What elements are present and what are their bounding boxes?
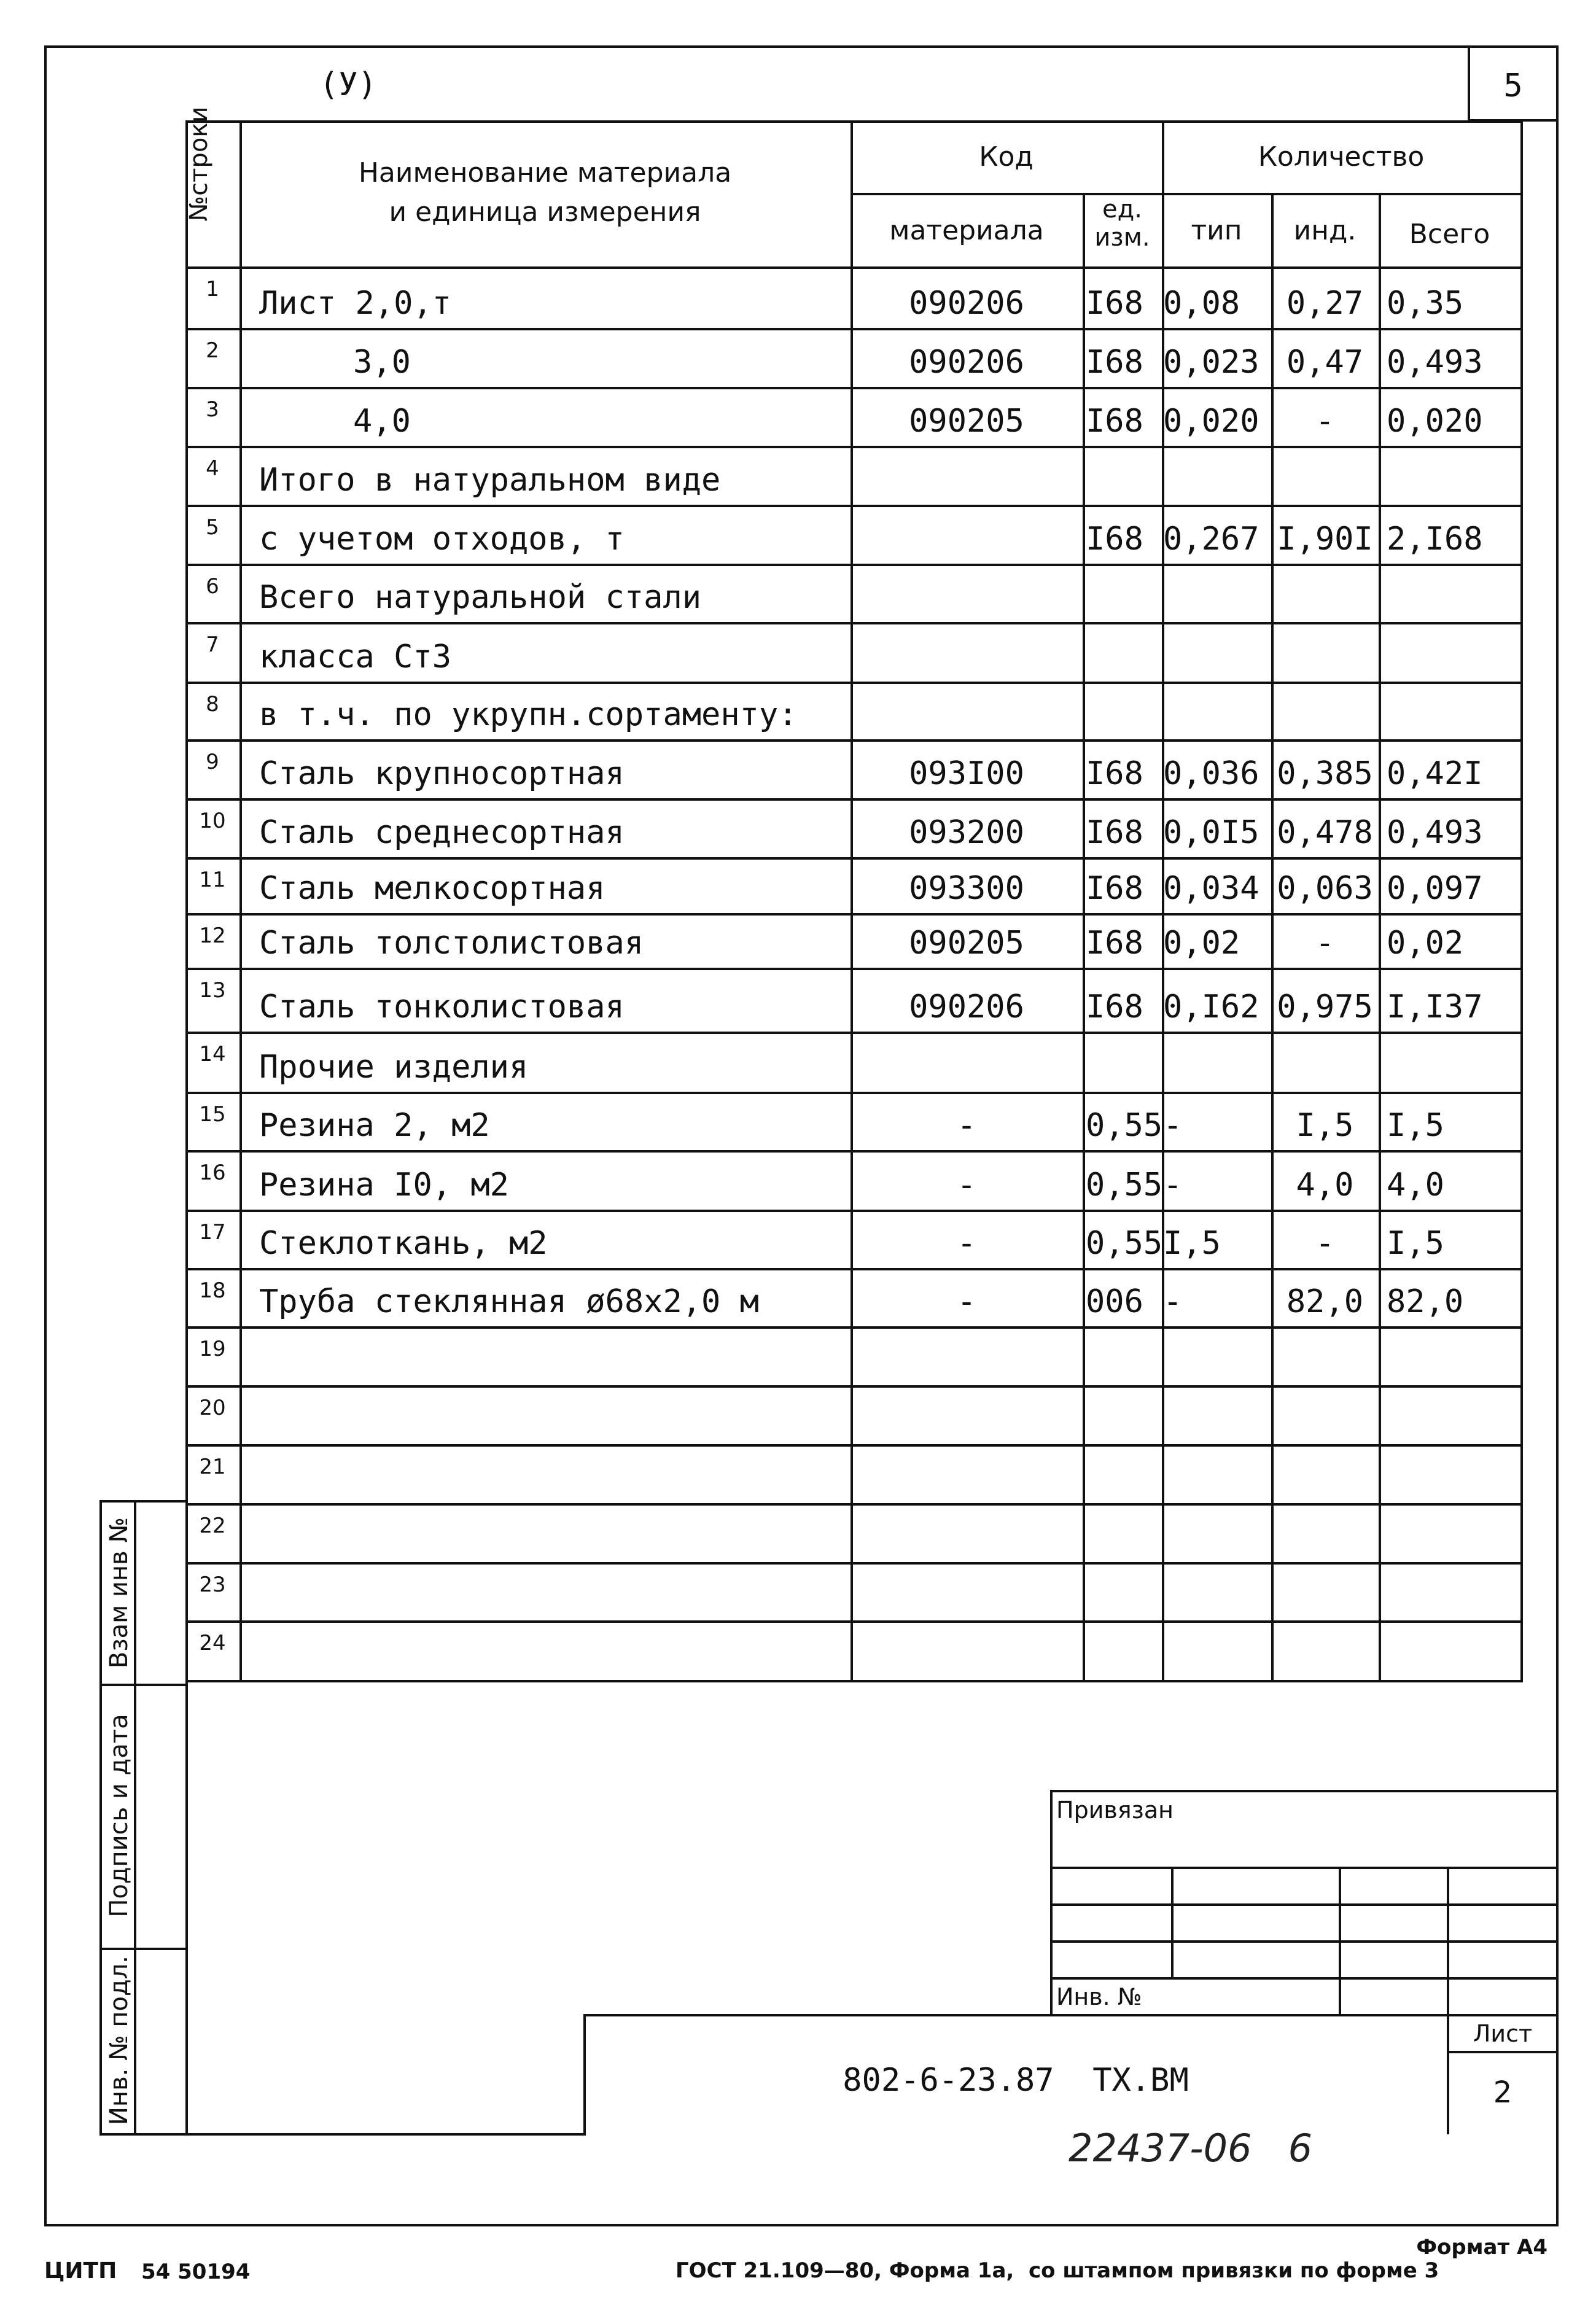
side-stamp-left xyxy=(99,1500,102,2134)
row-number: 14 xyxy=(199,1042,226,1067)
row-line xyxy=(185,1092,1523,1094)
row-name: 4,0 xyxy=(353,403,411,440)
row-line xyxy=(185,1268,1523,1270)
row-unit-code: I68 xyxy=(1086,925,1143,962)
title-designation: 802-6-23.87 ТХ.ВМ xyxy=(843,2062,1189,2099)
row-unit-code: 0,55 xyxy=(1086,1167,1163,1203)
row-name: Сталь крупносортная xyxy=(259,755,625,792)
row-qty-total: 0,493 xyxy=(1387,344,1483,381)
row-qty-total: 4,0 xyxy=(1387,1167,1444,1203)
row-line xyxy=(185,328,1523,330)
row-number: 23 xyxy=(199,1573,226,1597)
row-qty-ind: - xyxy=(1315,403,1335,440)
row-qty-ind: 0,478 xyxy=(1277,814,1373,851)
row-name: Сталь тонколистовая xyxy=(259,989,625,1025)
title-inv-no: Инв. № xyxy=(1056,1983,1142,2010)
row-material-code: 090205 xyxy=(909,403,1024,440)
row-qty-type: 0,034 xyxy=(1163,870,1259,907)
row-number: 24 xyxy=(199,1631,226,1655)
footer-format: Формат А4 xyxy=(1416,2235,1547,2260)
row-qty-type: - xyxy=(1163,1283,1183,1320)
row-name: Лист 2,0,т xyxy=(259,285,452,322)
row-unit-code: I68 xyxy=(1086,870,1143,907)
row-unit-code: I68 xyxy=(1086,285,1143,322)
row-qty-ind: 82,0 xyxy=(1286,1283,1364,1320)
row-qty-ind: 0,063 xyxy=(1277,870,1373,907)
row-number: 16 xyxy=(199,1160,226,1185)
row-qty-ind: I,5 xyxy=(1296,1107,1354,1144)
row-line xyxy=(185,1620,1523,1623)
side-stamp-vzam: Взам инв № xyxy=(105,1517,133,1669)
title-privyazan-left xyxy=(1050,1790,1053,2015)
row-qty-type: 0,0I5 xyxy=(1163,814,1259,851)
row-line xyxy=(185,1562,1523,1565)
row-name: Сталь толстолистовая xyxy=(259,925,644,962)
col-line-num xyxy=(239,120,242,1682)
frame-left xyxy=(44,45,47,2225)
row-unit-code: I68 xyxy=(1086,814,1143,851)
row-qty-type: I,5 xyxy=(1163,1225,1221,1262)
row-number: 1 xyxy=(206,277,219,301)
row-qty-type: 0,I62 xyxy=(1163,989,1259,1025)
row-line xyxy=(185,1680,1523,1682)
row-unit-code: I68 xyxy=(1086,344,1143,381)
row-line xyxy=(185,564,1523,566)
row-line xyxy=(185,913,1523,916)
row-number: 20 xyxy=(199,1396,226,1420)
row-number: 17 xyxy=(199,1220,226,1245)
variant-mark: (У) xyxy=(319,66,377,103)
row-number: 18 xyxy=(199,1278,226,1303)
row-number: 5 xyxy=(206,515,219,540)
row-qty-type: 0,08 xyxy=(1163,285,1240,322)
row-qty-type: 0,023 xyxy=(1163,344,1259,381)
row-number: 19 xyxy=(199,1337,226,1361)
title-grid-h2 xyxy=(1050,1903,1559,1906)
row-qty-total: 0,493 xyxy=(1387,814,1483,851)
row-qty-type: 0,020 xyxy=(1163,403,1259,440)
row-qty-type: - xyxy=(1163,1107,1183,1144)
row-name: Стеклоткань, м2 xyxy=(259,1225,548,1262)
row-material-code: 090206 xyxy=(909,344,1024,381)
row-line xyxy=(185,857,1523,860)
row-material-code: 090206 xyxy=(909,989,1024,1025)
row-name: Всего натуральной стали xyxy=(259,579,702,616)
row-name: класса Ст3 xyxy=(259,639,452,675)
row-material-code: 090206 xyxy=(909,285,1024,322)
row-qty-total: 0,02 xyxy=(1387,925,1464,962)
row-qty-total: I,5 xyxy=(1387,1107,1444,1144)
header-qty-total: Всего xyxy=(1409,219,1490,250)
header-code: Код xyxy=(979,141,1034,173)
row-qty-type: 0,02 xyxy=(1163,925,1240,962)
row-name: 3,0 xyxy=(353,344,411,381)
row-number: 8 xyxy=(206,692,219,717)
handwritten-number: 22437-06 6 xyxy=(1069,2126,1313,2171)
header-qty-type: тип xyxy=(1191,215,1242,246)
row-number: 4 xyxy=(206,456,219,481)
footer-gost: ГОСТ 21.109—80, Форма 1а, со штампом привязки по форме 3 xyxy=(675,2258,1439,2283)
row-qty-ind: 0,385 xyxy=(1277,755,1373,792)
row-line xyxy=(185,1503,1523,1506)
row-line xyxy=(185,1210,1523,1212)
row-number: 11 xyxy=(199,868,226,892)
row-number: 12 xyxy=(199,923,226,948)
row-material-code: - xyxy=(957,1167,976,1203)
row-line xyxy=(185,739,1523,742)
title-grid-v1 xyxy=(1171,1867,1174,1978)
row-qty-type: 0,036 xyxy=(1163,755,1259,792)
title-grid-h1 xyxy=(1050,1867,1559,1869)
title-grid-v2 xyxy=(1339,1867,1341,2015)
frame-bottom xyxy=(44,2224,1559,2226)
header-code-unit-line1: ед. xyxy=(1102,195,1142,224)
col-line-material xyxy=(1083,193,1085,1682)
header-quantity: Количество xyxy=(1258,141,1425,173)
row-line xyxy=(185,446,1523,448)
row-number: 7 xyxy=(206,632,219,657)
header-qty-ind: инд. xyxy=(1293,215,1357,246)
header-name-line1: Наименование материала xyxy=(358,157,732,189)
row-qty-total: I,I37 xyxy=(1387,989,1483,1025)
drawing-bottom xyxy=(185,2133,586,2136)
row-number: 13 xyxy=(199,978,226,1003)
row-line xyxy=(185,1032,1523,1034)
row-qty-ind: 4,0 xyxy=(1296,1167,1354,1203)
side-stamp-inv-podl: Инв. № подл. xyxy=(105,1956,133,2125)
row-line xyxy=(185,968,1523,970)
row-qty-ind: I,90I xyxy=(1277,521,1373,558)
row-name: Сталь среднесортная xyxy=(259,814,625,851)
title-grid-h3 xyxy=(1050,1940,1559,1943)
row-qty-type: 0,267 xyxy=(1163,521,1259,558)
row-unit-code: I68 xyxy=(1086,755,1143,792)
row-line xyxy=(185,682,1523,684)
header-mid-qty xyxy=(1162,193,1520,195)
row-material-code: - xyxy=(957,1225,976,1262)
row-qty-total: 0,35 xyxy=(1387,285,1464,322)
frame-right xyxy=(1556,45,1559,2226)
header-code-unit-line2: изм. xyxy=(1094,224,1150,252)
frame-top xyxy=(44,45,1559,48)
col-line-left xyxy=(185,120,188,2134)
row-material-code: 090205 xyxy=(909,925,1024,962)
row-line xyxy=(185,798,1523,801)
row-name: с учетом отходов, т xyxy=(259,521,625,558)
row-name: Резина I0, м2 xyxy=(259,1167,509,1203)
row-line xyxy=(185,1444,1523,1447)
row-unit-code: I68 xyxy=(1086,403,1143,440)
row-material-code: 093200 xyxy=(909,814,1024,851)
row-qty-ind: 0,47 xyxy=(1286,344,1364,381)
row-unit-code: 0,55 xyxy=(1086,1225,1163,1262)
row-name: Прочие изделия xyxy=(259,1049,529,1086)
row-qty-total: I,5 xyxy=(1387,1225,1444,1262)
row-number: 15 xyxy=(199,1102,226,1127)
row-line xyxy=(185,505,1523,507)
row-qty-total: 0,42I xyxy=(1387,755,1483,792)
row-qty-total: 82,0 xyxy=(1387,1283,1464,1320)
row-number: 22 xyxy=(199,1514,226,1538)
row-unit-code: I68 xyxy=(1086,521,1143,558)
row-qty-ind: 0,975 xyxy=(1277,989,1373,1025)
page-number: 5 xyxy=(1503,68,1523,104)
row-qty-ind: 0,27 xyxy=(1286,285,1364,322)
footer-org: ЦИТП xyxy=(44,2258,117,2284)
table-top xyxy=(185,120,1523,123)
header-code-material: материала xyxy=(889,215,1044,246)
row-qty-ind: - xyxy=(1315,925,1335,962)
title-sheet-number: 2 xyxy=(1493,2075,1512,2110)
row-line xyxy=(185,1326,1523,1329)
row-material-code: 093I00 xyxy=(909,755,1024,792)
row-name: в т.ч. по укрупн.сортаменту: xyxy=(259,696,798,733)
title-privyazan: Привязан xyxy=(1056,1797,1174,1824)
side-stamp-signature: Подпись и дата xyxy=(105,1714,133,1918)
header-row-number: №строки xyxy=(185,106,213,222)
row-qty-total: 0,020 xyxy=(1387,403,1483,440)
row-line xyxy=(185,1385,1523,1388)
row-number: 9 xyxy=(206,750,219,774)
row-name: Сталь мелкосортная xyxy=(259,870,605,907)
header-code-unit xyxy=(1083,195,1162,252)
row-qty-total: 2,I68 xyxy=(1387,521,1483,558)
row-number: 2 xyxy=(206,338,219,363)
row-unit-code: 0,55 xyxy=(1086,1107,1163,1144)
row-number: 21 xyxy=(199,1455,226,1479)
row-material-code: - xyxy=(957,1283,976,1320)
title-privyazan-top xyxy=(1050,1790,1559,1792)
header-bottom xyxy=(185,266,1523,269)
row-number: 6 xyxy=(206,574,219,599)
row-line xyxy=(185,1150,1523,1153)
footer-order: 54 50194 xyxy=(141,2260,251,2284)
row-line xyxy=(185,387,1523,389)
col-line-ind xyxy=(1379,193,1381,1682)
header-name-line2: и единица измерения xyxy=(389,196,701,228)
row-unit-code: I68 xyxy=(1086,989,1143,1025)
row-number: 10 xyxy=(199,809,226,833)
row-material-code: - xyxy=(957,1107,976,1144)
title-grid-v3 xyxy=(1447,1867,1449,2015)
title-sheet-label: Лист xyxy=(1473,2020,1533,2047)
row-qty-ind: - xyxy=(1315,1225,1335,1262)
row-unit-code: 006 xyxy=(1086,1283,1143,1320)
title-sheet-div xyxy=(1447,2051,1557,2053)
row-name: Труба стеклянная ø68x2,0 м xyxy=(259,1283,759,1320)
row-name: Резина 2, м2 xyxy=(259,1107,490,1144)
row-material-code: 093300 xyxy=(909,870,1024,907)
row-qty-total: 0,097 xyxy=(1387,870,1483,907)
header-name xyxy=(239,154,851,232)
title-main-top xyxy=(583,2014,1559,2016)
row-number: 3 xyxy=(206,397,219,422)
row-qty-type: - xyxy=(1163,1167,1183,1203)
row-line xyxy=(185,622,1523,624)
title-grid-h4 xyxy=(1050,1977,1559,1980)
row-name: Итого в натуральном виде xyxy=(259,462,721,499)
